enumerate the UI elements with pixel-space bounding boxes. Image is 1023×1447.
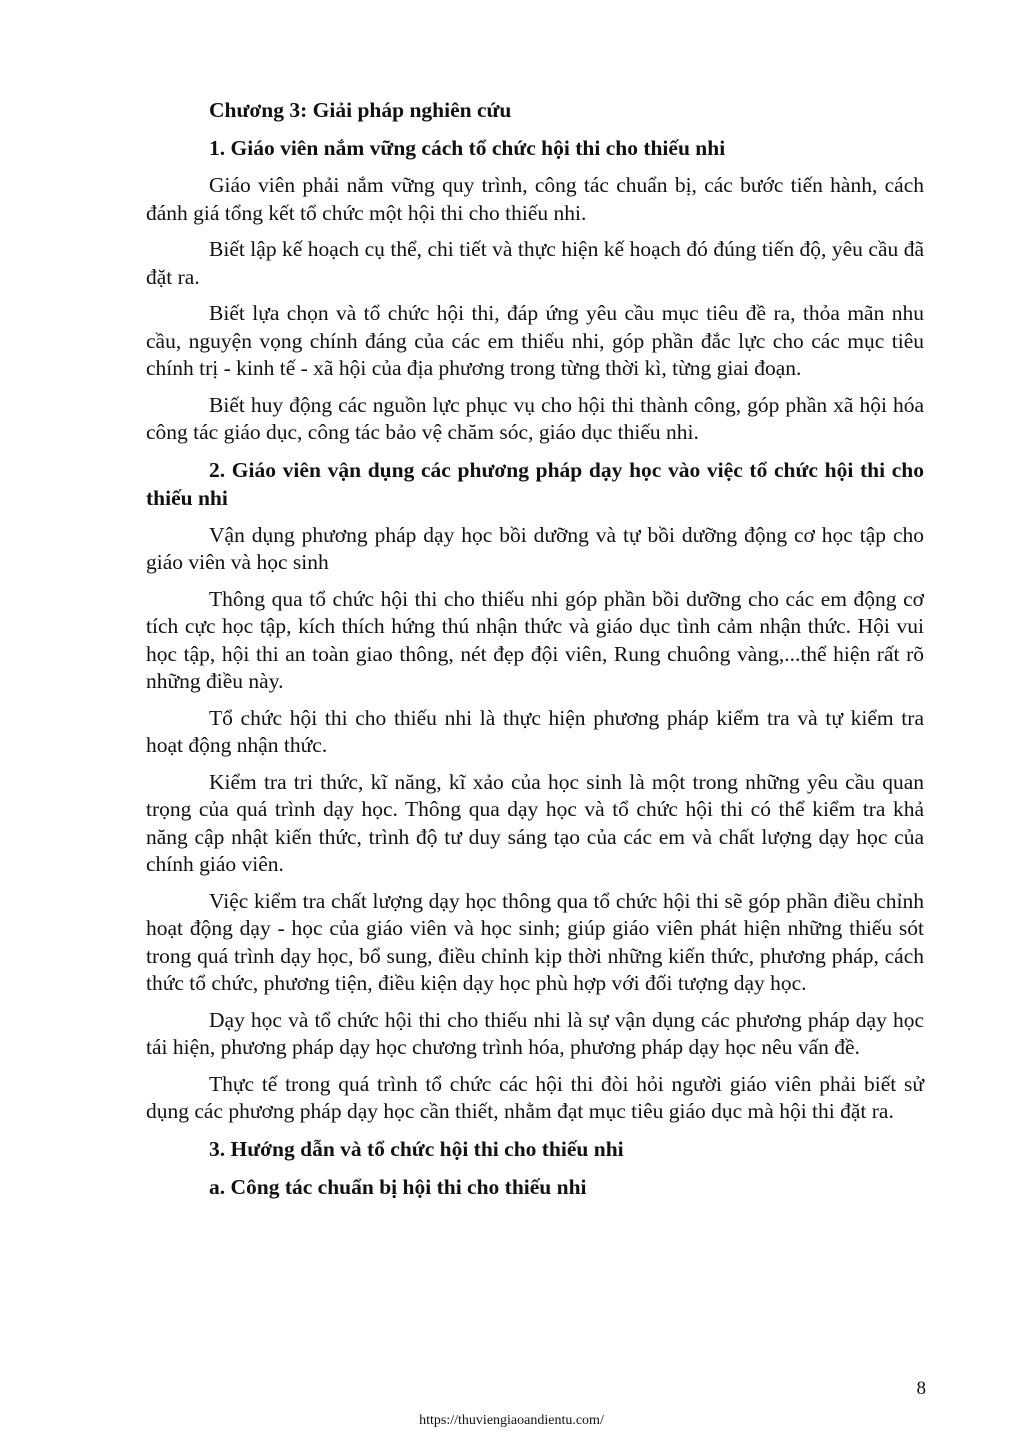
subsection-heading-a: a. Công tác chuẩn bị hội thi cho thiếu nhi <box>209 1174 587 1199</box>
paragraph: Tổ chức hội thi cho thiếu nhi là thực hiện phương pháp kiểm tra và tự kiểm tra hoạt động nhận thức. <box>146 705 924 757</box>
document-body <box>146 96 924 1211</box>
paragraph: Biết lập kế hoạch cụ thể, chi tiết và thực hiện kế hoạch đó đúng tiến độ, yêu cầu đã đặt ra. <box>146 237 924 289</box>
paragraph: Dạy học và tổ chức hội thi cho thiếu nhi là sự vận dụng các phương pháp dạy học tái hiện, phương pháp dạy học chương trình hóa, phương pháp dạy học nêu vấn đề. <box>146 1007 924 1059</box>
paragraph: Biết huy động các nguồn lực phục vụ cho hội thi thành công, góp phần xã hội hóa công tác giáo dục, công tác bảo vệ chăm sóc, giáo dục thiếu nhi. <box>146 392 924 444</box>
paragraph: Vận dụng phương pháp dạy học bồi dưỡng và tự bồi dưỡng động cơ học tập cho giáo viên và học sinh <box>146 522 924 574</box>
section-heading-2: 2. Giáo viên vận dụng các phương pháp dạy học vào việc tổ chức hội thi cho thiếu nhi <box>146 457 924 510</box>
footer-url[interactable]: https://thuviengiaoandientu.com/ <box>419 1413 604 1428</box>
paragraph: Giáo viên phải nắm vững quy trình, công tác chuẩn bị, các bước tiến hành, cách đánh giá tổng kết tổ chức một hội thi cho thiếu nhi. <box>146 173 924 225</box>
paragraph: Biết lựa chọn và tổ chức hội thi, đáp ứng yêu cầu mục tiêu đề ra, thỏa mãn nhu cầu, nguyện vọng chính đáng của các em thiếu nhi, góp phần đắc lực cho các mục tiêu chính trị - kinh tế - xã hội của địa phương trong từng thời kì, từng giai đoạn. <box>146 301 924 380</box>
paragraph: Việc kiểm tra chất lượng dạy học thông qua tổ chức hội thi sẽ góp phần điều chỉnh hoạt động dạy - học của giáo viên và học sinh; giúp giáo viên phát hiện những thiếu sót trong quá trình dạy học, bổ sung, điều chỉnh kịp thời những kiến thức, phương pháp, cách thức tổ chức, phương tiện, điều kiện dạy học phù hợp với đối tượng dạy học. <box>146 888 924 995</box>
section-heading-3: 3. Hướng dẫn và tổ chức hội thi cho thiếu nhi <box>209 1136 624 1161</box>
page-number: 8 <box>916 1378 926 1399</box>
paragraph: Thông qua tổ chức hội thi cho thiếu nhi góp phần bồi dưỡng cho các em động cơ tích cực học tập, kích thích hứng thú nhận thức và giáo dục tình cảm nhận thức. Hội vui học tập, hội thi an toàn giao thông, nét đẹp đội viên, Rung chuông vàng,...thể hiện rất rõ những điều này. <box>146 586 924 693</box>
section-heading-1: 1. Giáo viên nắm vững cách tổ chức hội thi cho thiếu nhi <box>209 136 726 160</box>
chapter-heading: Chương 3: Giải pháp nghiên cứu <box>209 98 512 122</box>
paragraph: Kiểm tra tri thức, kĩ năng, kĩ xảo của học sinh là một trong những yêu cầu quan trọng của quá trình dạy học. Thông qua dạy học và tổ chức hội thi có thể kiểm tra khả năng cập nhật kiến thức, trình độ tư duy sáng tạo của các em và chất lượng dạy học của chính giáo viên. <box>146 769 924 876</box>
paragraph: Thực tế trong quá trình tổ chức các hội thi đòi hỏi người giáo viên phải biết sử dụng các phương pháp dạy học cần thiết, nhằm đạt mục tiêu giáo dục mà hội thi đặt ra. <box>146 1071 924 1123</box>
